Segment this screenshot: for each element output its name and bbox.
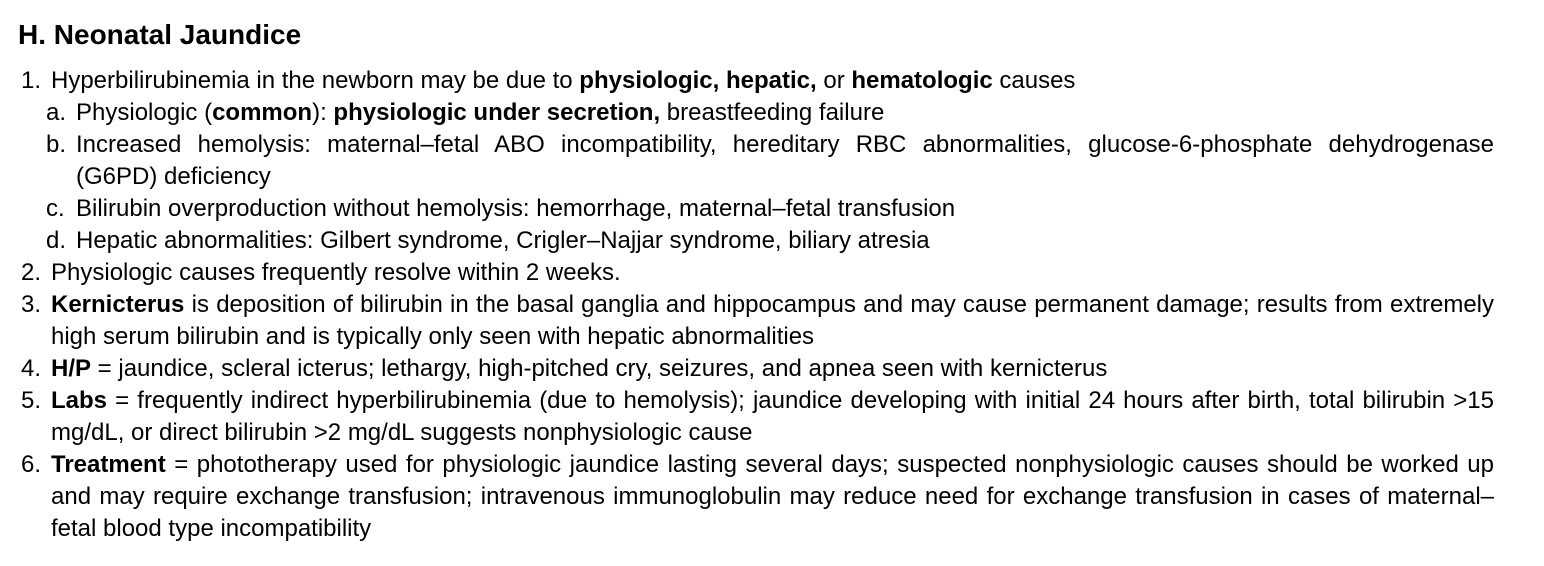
sub-list-item (18, 225, 1494, 257)
item-text: is deposition of bilirubin in the basal ganglia and hippocampus and may cause permanent damage; results from extremely high serum bilirubin and is typically only seen with hepatic abnormalities (51, 291, 1494, 350)
item-text: Hyperbilirubinemia in the newborn may be due to (51, 67, 580, 94)
list-item (18, 257, 1494, 289)
sub-list-item (18, 129, 1494, 193)
bold-term: H/P (51, 355, 92, 382)
list-marker: 1. (21, 67, 42, 94)
bold-term: common (212, 99, 313, 126)
list-marker: b. (46, 131, 67, 158)
list-marker: c. (46, 195, 65, 222)
list-item (18, 289, 1494, 353)
sub-list-item (18, 193, 1494, 225)
sub-list-item (18, 97, 1494, 129)
item-text: or (816, 67, 852, 94)
item-text: = frequently indirect hyperbilirubinemia (due to hemolysis); jaundice developing with initial 24 hours after birth, total bilirubin >15 mg/dL, or direct bilirubin >2 mg/dL suggests nonphysiologic cause (51, 387, 1494, 446)
list-marker: 2. (21, 259, 42, 286)
list-marker: d. (46, 227, 67, 254)
item-text: breastfeeding failure (660, 99, 885, 126)
list-marker: 5. (21, 387, 42, 414)
item-text: Bilirubin overproduction without hemolysis: hemorrhage, maternal–fetal transfusion (76, 195, 956, 222)
bold-term: hematologic (851, 67, 993, 94)
item-text: Increased hemolysis: maternal–fetal ABO incompatibility, hereditary RBC abnormalities, glucose-6-phosphate dehydrogenase (G6PD) deficiency (76, 131, 1494, 190)
bold-term: Labs (51, 387, 108, 414)
list-marker: 6. (21, 451, 42, 478)
list-marker: 3. (21, 291, 42, 318)
list-item (18, 385, 1494, 449)
item-text: ): (312, 99, 334, 126)
item-text: causes (992, 67, 1076, 94)
bold-term: physiologic under secretion, (333, 99, 661, 126)
list-item (18, 65, 1494, 97)
bold-term: physiologic, hepatic, (579, 67, 817, 94)
item-text: Hepatic abnormalities: Gilbert syndrome, Crigler–Najjar syndrome, biliary atresia (76, 227, 930, 254)
list-marker: 4. (21, 355, 42, 382)
bold-term: Treatment (51, 451, 166, 478)
item-text: Physiologic ( (76, 99, 213, 126)
item-text: = phototherapy used for physiologic jaundice lasting several days; suspected nonphysiologic causes should be worked up and may require exchange transfusion; intravenous immunoglobulin may reduce need for exchange transfusion in cases of maternal–fetal blood type incompatibility (51, 451, 1494, 542)
section-heading: H. Neonatal Jaundice (18, 19, 302, 50)
item-text: = jaundice, scleral icterus; lethargy, high-pitched cry, seizures, and apnea seen with kernicterus (91, 355, 1108, 382)
list-item (18, 353, 1494, 385)
bold-term: Kernicterus (51, 291, 185, 318)
numbered-list (18, 65, 1494, 545)
list-item (18, 449, 1494, 545)
item-text: Physiologic causes frequently resolve within 2 weeks. (51, 259, 621, 286)
list-marker: a. (46, 99, 67, 126)
